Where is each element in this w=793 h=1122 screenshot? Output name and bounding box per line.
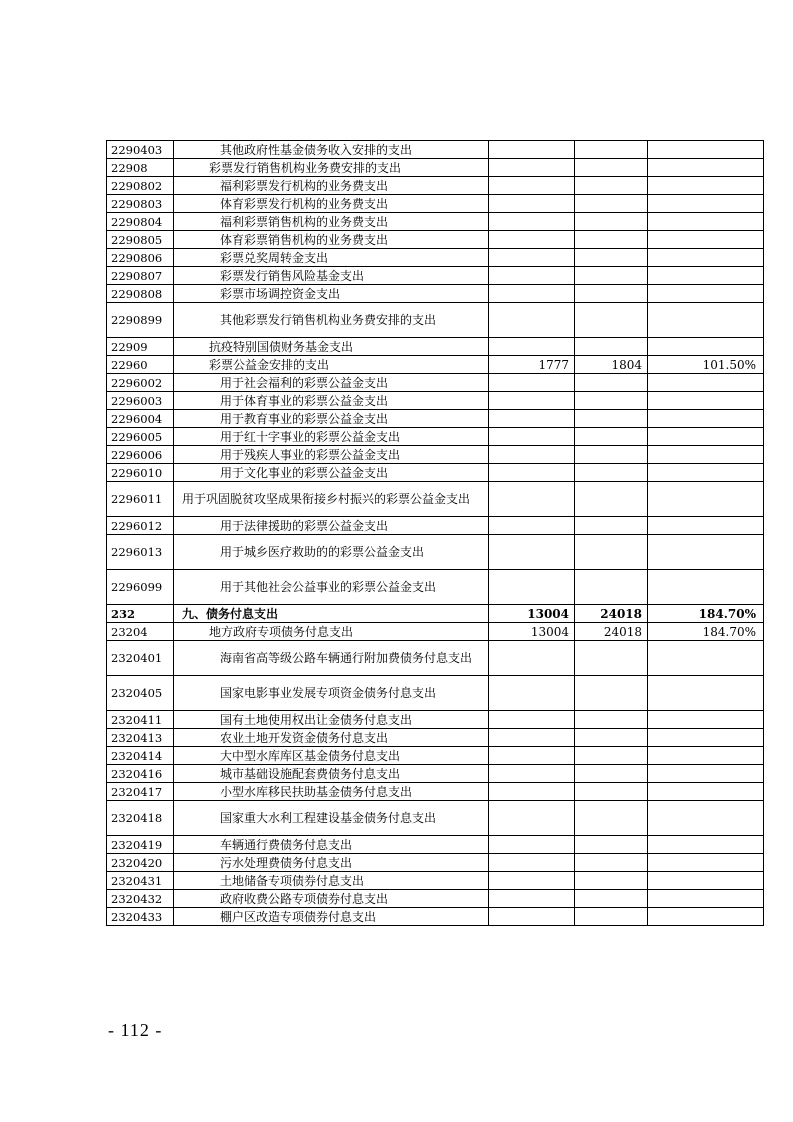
table-row: [107, 711, 764, 729]
row-code: 22960: [107, 356, 174, 374]
table-row: [107, 570, 764, 605]
row-percent: [648, 747, 764, 765]
row-value-2: [575, 729, 648, 747]
row-value-2: [575, 141, 648, 159]
row-code: 2296013: [107, 535, 174, 570]
table-row: [107, 267, 764, 285]
row-value-2: [575, 392, 648, 410]
row-name: 用于社会福利的彩票公益金支出: [174, 374, 489, 392]
row-code: 232: [107, 605, 174, 623]
row-value-2: [575, 783, 648, 801]
row-value-1: [489, 641, 575, 676]
row-percent: [648, 159, 764, 177]
row-value-2: [575, 303, 648, 338]
row-code: 2296003: [107, 392, 174, 410]
row-code: 2320420: [107, 854, 174, 872]
row-name: 用于法律援助的彩票公益金支出: [174, 517, 489, 535]
row-name: 大中型水库库区基金债务付息支出: [174, 747, 489, 765]
row-percent: 101.50%: [648, 356, 764, 374]
row-percent: [648, 765, 764, 783]
table-row: [107, 285, 764, 303]
row-code: 2320411: [107, 711, 174, 729]
row-name: 抗疫特别国债财务基金支出: [174, 338, 489, 356]
row-code: 2320414: [107, 747, 174, 765]
table-row: [107, 854, 764, 872]
page-number: - 112 -: [108, 1020, 163, 1040]
row-value-1: [489, 374, 575, 392]
row-name: 彩票兑奖周转金支出: [174, 249, 489, 267]
row-name: 土地储备专项债券付息支出: [174, 872, 489, 890]
row-name: 政府收费公路专项债券付息支出: [174, 890, 489, 908]
row-value-1: [489, 195, 575, 213]
table-row: [107, 605, 764, 623]
table-row: [107, 249, 764, 267]
table-row: [107, 517, 764, 535]
row-percent: [648, 231, 764, 249]
row-percent: [648, 374, 764, 392]
row-value-2: 24018: [575, 605, 648, 623]
row-code: 2290804: [107, 213, 174, 231]
row-value-1: [489, 177, 575, 195]
row-value-1: [489, 338, 575, 356]
row-value-1: [489, 213, 575, 231]
row-percent: [648, 676, 764, 711]
row-percent: [648, 729, 764, 747]
row-value-2: 24018: [575, 623, 648, 641]
row-percent: [648, 213, 764, 231]
row-name: 用于文化事业的彩票公益金支出: [174, 464, 489, 482]
table-row: [107, 464, 764, 482]
row-name: 小型水库移民扶助基金债务付息支出: [174, 783, 489, 801]
row-value-2: [575, 872, 648, 890]
table-row: [107, 410, 764, 428]
row-value-1: [489, 159, 575, 177]
row-value-1: [489, 908, 575, 926]
row-name: 彩票发行销售风险基金支出: [174, 267, 489, 285]
row-percent: [648, 141, 764, 159]
row-value-1: [489, 783, 575, 801]
row-value-1: [489, 410, 575, 428]
row-code: 2296012: [107, 517, 174, 535]
table-row: [107, 641, 764, 676]
table-row: [107, 729, 764, 747]
table-row: [107, 159, 764, 177]
row-code: 2320419: [107, 836, 174, 854]
row-percent: [648, 836, 764, 854]
row-percent: [648, 570, 764, 605]
row-value-2: [575, 285, 648, 303]
row-value-1: [489, 765, 575, 783]
row-value-2: [575, 338, 648, 356]
row-value-2: [575, 410, 648, 428]
table-row: [107, 392, 764, 410]
row-percent: [648, 446, 764, 464]
row-value-1: [489, 303, 575, 338]
row-value-2: [575, 249, 648, 267]
row-value-2: [575, 159, 648, 177]
row-name: 污水处理费债务付息支出: [174, 854, 489, 872]
row-name: 彩票市场调控资金支出: [174, 285, 489, 303]
row-code: 2320432: [107, 890, 174, 908]
row-name: 农业土地开发资金债务付息支出: [174, 729, 489, 747]
row-percent: [648, 854, 764, 872]
row-code: 2290899: [107, 303, 174, 338]
row-name: 用于教育事业的彩票公益金支出: [174, 410, 489, 428]
row-percent: [648, 267, 764, 285]
row-value-1: [489, 285, 575, 303]
row-value-2: [575, 765, 648, 783]
row-value-1: 1777: [489, 356, 575, 374]
row-value-2: [575, 535, 648, 570]
row-code: 22908: [107, 159, 174, 177]
row-code: 2290403: [107, 141, 174, 159]
row-code: 23204: [107, 623, 174, 641]
row-value-1: [489, 836, 575, 854]
row-value-2: [575, 908, 648, 926]
row-code: 2290806: [107, 249, 174, 267]
row-percent: [648, 908, 764, 926]
table-row: [107, 141, 764, 159]
row-percent: [648, 464, 764, 482]
row-value-1: [489, 535, 575, 570]
row-percent: [648, 285, 764, 303]
row-code: 2320418: [107, 801, 174, 836]
row-value-1: [489, 711, 575, 729]
row-value-2: [575, 213, 648, 231]
row-code: 2320431: [107, 872, 174, 890]
row-value-1: [489, 570, 575, 605]
row-name: 用于巩固脱贫攻坚成果衔接乡村振兴的彩票公益金支出: [174, 482, 489, 517]
row-value-2: [575, 801, 648, 836]
row-name: 其他政府性基金债务收入安排的支出: [174, 141, 489, 159]
row-value-1: [489, 747, 575, 765]
row-name: 地方政府专项债务付息支出: [174, 623, 489, 641]
row-code: 2320433: [107, 908, 174, 926]
row-value-1: [489, 676, 575, 711]
row-percent: [648, 517, 764, 535]
table-row: [107, 303, 764, 338]
table-row: [107, 374, 764, 392]
row-name: 国家电影事业发展专项资金债务付息支出: [174, 676, 489, 711]
row-value-2: [575, 374, 648, 392]
row-value-1: [489, 446, 575, 464]
row-value-1: [489, 517, 575, 535]
row-value-1: [489, 854, 575, 872]
row-name: 用于其他社会公益事业的彩票公益金支出: [174, 570, 489, 605]
row-code: 22909: [107, 338, 174, 356]
row-value-2: [575, 195, 648, 213]
row-percent: 184.70%: [648, 623, 764, 641]
table-body: [107, 141, 764, 926]
row-code: 2320413: [107, 729, 174, 747]
row-name: 体育彩票发行机构的业务费支出: [174, 195, 489, 213]
table-row: [107, 231, 764, 249]
row-value-2: [575, 747, 648, 765]
row-value-2: [575, 428, 648, 446]
row-percent: [648, 392, 764, 410]
row-code: 2290808: [107, 285, 174, 303]
row-value-2: [575, 267, 648, 285]
row-code: 2290803: [107, 195, 174, 213]
row-code: 2320401: [107, 641, 174, 676]
row-value-2: [575, 836, 648, 854]
row-name: 用于残疾人事业的彩票公益金支出: [174, 446, 489, 464]
row-code: 2290805: [107, 231, 174, 249]
row-code: 2320405: [107, 676, 174, 711]
row-value-1: [489, 428, 575, 446]
table-row: [107, 872, 764, 890]
row-name: 九、债务付息支出: [174, 605, 489, 623]
row-value-1: [489, 141, 575, 159]
row-code: 2296010: [107, 464, 174, 482]
row-name: 福利彩票发行机构的业务费支出: [174, 177, 489, 195]
row-value-1: [489, 729, 575, 747]
table-row: [107, 428, 764, 446]
row-percent: [648, 177, 764, 195]
row-percent: [648, 195, 764, 213]
table-row: [107, 783, 764, 801]
row-code: 2296004: [107, 410, 174, 428]
table-row: [107, 356, 764, 374]
row-percent: [648, 303, 764, 338]
row-name: 其他彩票发行销售机构业务费安排的支出: [174, 303, 489, 338]
row-percent: [648, 872, 764, 890]
row-name: 福利彩票销售机构的业务费支出: [174, 213, 489, 231]
row-value-2: [575, 464, 648, 482]
row-percent: [648, 428, 764, 446]
row-value-1: [489, 231, 575, 249]
row-percent: [648, 711, 764, 729]
row-percent: [648, 801, 764, 836]
table-row: [107, 890, 764, 908]
row-value-2: [575, 570, 648, 605]
row-code: 2320417: [107, 783, 174, 801]
row-value-2: [575, 890, 648, 908]
row-value-1: 13004: [489, 605, 575, 623]
table-row: [107, 801, 764, 836]
row-name: 用于城乡医疗救助的的彩票公益金支出: [174, 535, 489, 570]
row-name: 车辆通行费债务付息支出: [174, 836, 489, 854]
row-code: 2290802: [107, 177, 174, 195]
row-value-2: [575, 711, 648, 729]
row-code: 2290807: [107, 267, 174, 285]
table-row: [107, 747, 764, 765]
row-code: 2296002: [107, 374, 174, 392]
row-percent: [648, 535, 764, 570]
table-row: [107, 338, 764, 356]
table-row: [107, 676, 764, 711]
row-percent: [648, 482, 764, 517]
row-name: 国有土地使用权出让金债务付息支出: [174, 711, 489, 729]
row-percent: 184.70%: [648, 605, 764, 623]
row-value-2: 1804: [575, 356, 648, 374]
row-percent: [648, 783, 764, 801]
row-value-2: [575, 231, 648, 249]
row-percent: [648, 249, 764, 267]
row-percent: [648, 890, 764, 908]
row-name: 用于红十字事业的彩票公益金支出: [174, 428, 489, 446]
table-row: [107, 908, 764, 926]
row-value-2: [575, 482, 648, 517]
row-value-1: [489, 482, 575, 517]
row-code: 2296099: [107, 570, 174, 605]
row-code: 2296006: [107, 446, 174, 464]
row-value-1: [489, 392, 575, 410]
table-row: [107, 446, 764, 464]
row-name: 彩票公益金安排的支出: [174, 356, 489, 374]
row-value-2: [575, 676, 648, 711]
table-row: [107, 482, 764, 517]
row-name: 用于体育事业的彩票公益金支出: [174, 392, 489, 410]
row-name: 城市基础设施配套费债务付息支出: [174, 765, 489, 783]
row-value-2: [575, 446, 648, 464]
row-name: 彩票发行销售机构业务费安排的支出: [174, 159, 489, 177]
row-percent: [648, 641, 764, 676]
row-value-1: [489, 872, 575, 890]
row-value-1: [489, 801, 575, 836]
row-name: 海南省高等级公路车辆通行附加费债务付息支出: [174, 641, 489, 676]
row-code: 2296011: [107, 482, 174, 517]
row-percent: [648, 338, 764, 356]
row-name: 棚户区改造专项债券付息支出: [174, 908, 489, 926]
row-value-1: [489, 267, 575, 285]
row-value-1: 13004: [489, 623, 575, 641]
row-value-1: [489, 890, 575, 908]
table-row: [107, 623, 764, 641]
row-value-2: [575, 854, 648, 872]
row-code: 2320416: [107, 765, 174, 783]
table-row: [107, 195, 764, 213]
row-name: 国家重大水利工程建设基金债务付息支出: [174, 801, 489, 836]
row-value-2: [575, 641, 648, 676]
row-value-1: [489, 249, 575, 267]
row-value-2: [575, 517, 648, 535]
table-row: [107, 836, 764, 854]
row-value-1: [489, 464, 575, 482]
row-name: 体育彩票销售机构的业务费支出: [174, 231, 489, 249]
table-row: [107, 213, 764, 231]
row-percent: [648, 410, 764, 428]
budget-expenditure-table: [106, 140, 764, 926]
row-value-2: [575, 177, 648, 195]
table-row: [107, 177, 764, 195]
table-row: [107, 535, 764, 570]
table-row: [107, 765, 764, 783]
row-code: 2296005: [107, 428, 174, 446]
